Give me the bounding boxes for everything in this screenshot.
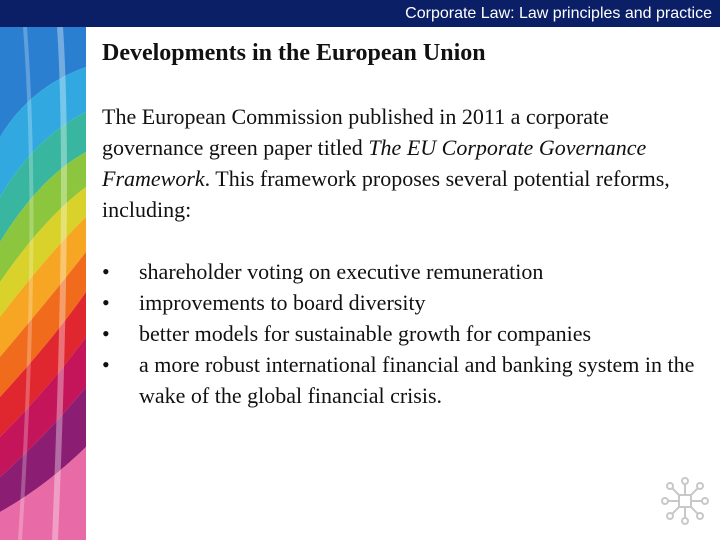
bullet-icon: • (102, 290, 110, 315)
list-item (102, 349, 712, 411)
framework-title: The EU Corporate Governance Framework (102, 135, 647, 191)
intro-text-after: . This framework proposes several potential reforms, including: (102, 166, 670, 222)
list-item (102, 318, 712, 349)
bullet-icon: • (102, 352, 110, 377)
intro-text-before: The European Commission published in 2011 a corporate governance green paper titled (102, 104, 609, 160)
reform-list (102, 256, 712, 411)
bullet-icon: • (102, 259, 110, 284)
slide-title: Developments in the European Union (102, 40, 486, 66)
network-nodes-icon (660, 476, 710, 526)
decorative-paper-fan-image (0, 27, 86, 540)
header-bar (0, 0, 720, 27)
list-item (102, 287, 712, 318)
course-title: Corporate Law: Law principles and practice (405, 5, 712, 22)
intro-paragraph (102, 101, 712, 225)
list-item-text: shareholder voting on executive remuneration (139, 259, 544, 284)
list-item-text: a more robust international financial and banking system in the wake of the global financial crisis. (139, 352, 695, 408)
list-item (102, 256, 712, 287)
list-item-text: improvements to board diversity (139, 290, 426, 315)
list-item-text: better models for sustainable growth for companies (139, 321, 592, 346)
bullet-icon: • (102, 321, 110, 346)
